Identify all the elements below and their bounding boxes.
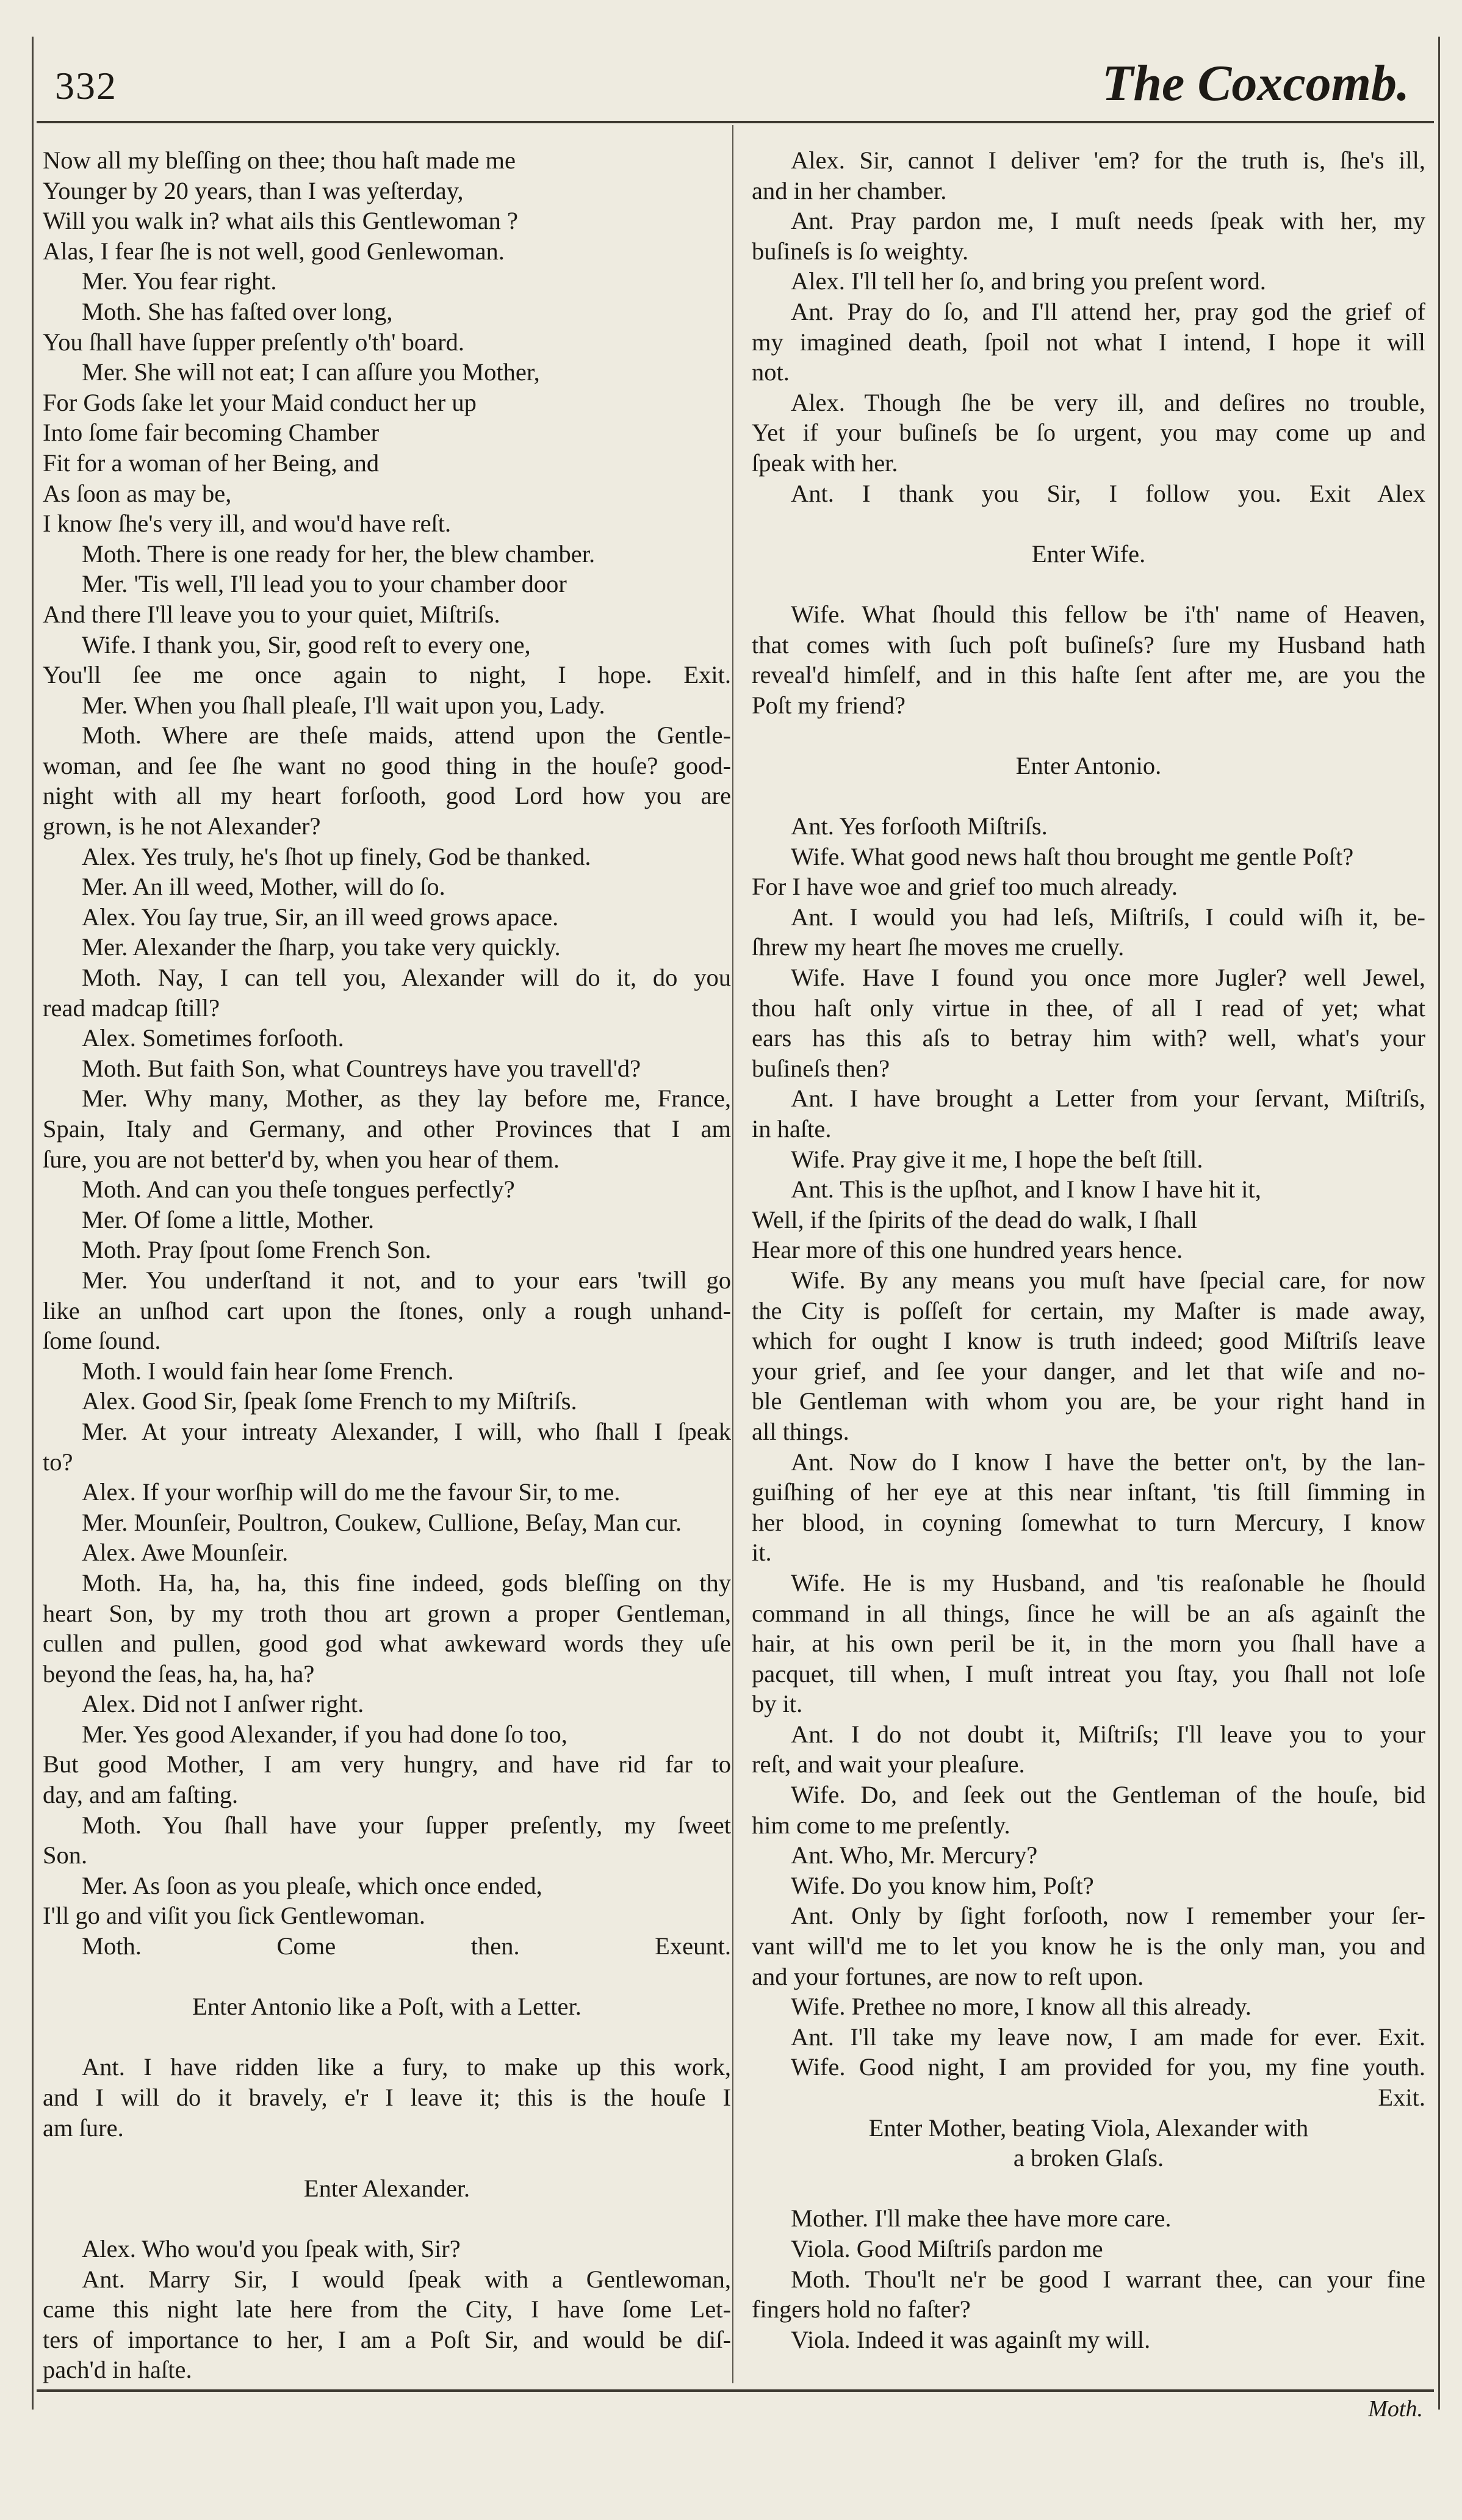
- text-line: all things.: [752, 1417, 849, 1445]
- stage-direction: Enter Mother, beating Viola, Alexander with: [868, 2114, 1309, 2142]
- text-line: cullen and pullen, good god what awkeward words they uſe: [43, 1630, 731, 1658]
- text-line: Into ſome fair becoming Chamber: [43, 419, 380, 447]
- text-line: Mer. An ill weed, Mother, will do ſo.: [82, 873, 445, 901]
- stage-direction: Enter Antonio.: [1015, 751, 1162, 779]
- text-line: Mer. You fear right.: [82, 267, 277, 295]
- text-line: Fit for a woman of her Being, and: [43, 449, 380, 477]
- text-line: guiſhing of her eye at this near inſtant, 'tis ſtill ſimming in: [752, 1478, 1425, 1506]
- text-line: ſhrew my heart ſhe moves me cruelly.: [752, 933, 1125, 961]
- text-line: Mer. When you ſhall pleaſe, I'll wait upon you, Lady.: [82, 691, 605, 719]
- text-line: Ant. I do not doubt it, Miſtriſs; I'll leave you to your: [791, 1720, 1425, 1748]
- text-line: Now all my bleſſing on thee; thou haſt made me: [43, 146, 516, 174]
- text-line: Moth. But faith Son, what Countreys have you travell'd?: [82, 1054, 641, 1082]
- stage-direction: a broken Glaſs.: [1013, 2144, 1164, 2172]
- text-line: fingers hold no faſter?: [752, 2295, 971, 2323]
- text-line: Ant. Now do I know I have the better on't, by the lan-: [791, 1448, 1425, 1476]
- text-line: and in her chamber.: [752, 176, 947, 204]
- text-line: I'll go and viſit you ſick Gentlewoman.: [43, 1902, 426, 1930]
- text-line: Ant. Only by ſight forſooth, now I remember your ſer-: [791, 1902, 1425, 1930]
- text-line: read madcap ſtill?: [43, 994, 220, 1022]
- text-line: Wife. By any means you muſt have ſpecial care, for now: [791, 1266, 1425, 1294]
- text-line: grown, is he not Alexander?: [43, 812, 321, 840]
- text-line: Alex. Though ſhe be very ill, and deſires no trouble,: [791, 388, 1425, 416]
- text-line: Wife. What good news haſt thou brought me gentle Poſt?: [791, 842, 1354, 870]
- blank-line: [752, 781, 1425, 811]
- text-line: hair, at his own peril be it, in the morn you ſhall have a: [752, 1630, 1425, 1658]
- text-line: ble Gentleman with whom you are, be your right hand in: [752, 1387, 1425, 1415]
- text-line: Mer. Alexander the ſharp, you take very quickly.: [82, 933, 561, 961]
- text-line: Younger by 20 years, than I was yeſterday,: [43, 176, 464, 204]
- footer-rule: [37, 2389, 1434, 2392]
- text-line: Mother. I'll make thee have more care.: [791, 2204, 1172, 2233]
- text-line: Ant. I would you had leſs, Miſtriſs, I could wiſh it, be-: [791, 903, 1425, 931]
- text-line: Mer. As ſoon as you pleaſe, which once ended,: [82, 1871, 542, 1899]
- text-line: Ant. I have ridden like a fury, to make up this work,: [82, 2053, 731, 2081]
- text-line: reveal'd himſelf, and in this haſte ſent after me, are you the: [752, 661, 1425, 689]
- text-line: pacquet, till when, I muſt intreat you ſtay, you ſhall not loſe: [752, 1659, 1425, 1688]
- text-line: Moth. And can you theſe tongues perfectly?: [82, 1175, 515, 1204]
- running-title: The Coxcomb.: [1102, 55, 1410, 112]
- text-line: your grief, and ſee your danger, and let that wiſe and no-: [752, 1357, 1425, 1385]
- text-line: ſpeak with her.: [752, 449, 898, 477]
- text-line: Viola. Good Miſtriſs pardon me: [791, 2234, 1103, 2262]
- right-column: [752, 145, 1425, 2355]
- text-line: Wife. What ſhould this fellow be i'th' name of Heaven,: [791, 600, 1425, 628]
- text-line: Alex. You ſay true, Sir, an ill weed grows apace.: [82, 903, 559, 931]
- text-line: Exit.: [1378, 2084, 1425, 2111]
- text-line: Ant. This is the upſhot, and I know I have hit it,: [791, 1175, 1261, 1204]
- text-line: thou haſt only virtue in thee, of all I read of yet; what: [752, 994, 1425, 1022]
- text-line: Ant. Pray pardon me, I muſt needs ſpeak with her, my: [791, 207, 1425, 235]
- text-line: Wife. Good night, I am provided for you, my fine youth.: [791, 2053, 1425, 2081]
- blank-line: [752, 2173, 1425, 2204]
- page-header: [49, 49, 1428, 116]
- text-line: Wife. Do, and ſeek out the Gentleman of the houſe, bid: [791, 1781, 1425, 1809]
- text-line: Alex. If your worſhip will do me the favour Sir, to me.: [82, 1478, 621, 1506]
- text-line: which for ought I know is truth indeed; good Miſtriſs leave: [752, 1327, 1425, 1355]
- text-line: Alas, I fear ſhe is not well, good Genlewoman.: [43, 237, 505, 265]
- text-line: Moth. Where are theſe maids, attend upon the Gentle-: [82, 721, 731, 749]
- text-line: day, and am faſting.: [43, 1781, 239, 1809]
- blank-line: [752, 720, 1425, 751]
- text-line: Ant. Marry Sir, I would ſpeak with a Gentlewoman,: [82, 2265, 731, 2293]
- text-line: Mer. She will not eat; I can aſſure you Mother,: [82, 358, 540, 386]
- text-line: the City is poſſeſt for certain, my Maſter is made away,: [752, 1296, 1425, 1324]
- text-line: But good Mother, I am very hungry, and have rid far to: [43, 1750, 731, 1778]
- text-line: Alex. Did not I anſwer right.: [82, 1690, 364, 1718]
- text-line: Wife. Have I found you once more Jugler? well Jewel,: [791, 964, 1425, 992]
- text-line: Well, if the ſpirits of the dead do walk, I ſhall: [752, 1205, 1198, 1233]
- text-line: Ant. Yes forſooth Miſtriſs.: [791, 812, 1048, 840]
- text-line: woman, and ſee ſhe want no good thing in the houſe? good-: [43, 751, 731, 779]
- text-line: Wife. Prethee no more, I know all this already.: [791, 1993, 1251, 2021]
- page-number: 332: [55, 64, 117, 107]
- text-line: I know ſhe's very ill, and wou'd have reſt.: [43, 510, 452, 538]
- text-line: Viola. Indeed it was againſt my will.: [791, 2325, 1151, 2353]
- text-line: Will you walk in? what ails this Gentlewoman ?: [43, 207, 518, 235]
- text-line: Alex. Awe Mounſeir.: [82, 1539, 289, 1567]
- text-line: in haſte.: [752, 1115, 832, 1143]
- text-line: command in all things, ſince he will be an aſs againſt the: [752, 1599, 1425, 1627]
- text-line: Wife. Pray give it me, I hope the beſt ſtill.: [791, 1145, 1203, 1173]
- blank-line: [43, 2203, 731, 2234]
- text-line: Mer. You underſtand it not, and to your ears 'twill go: [82, 1266, 731, 1294]
- text-line: Spain, Italy and Germany, and other Provinces that I am: [43, 1115, 731, 1143]
- text-line: Ant. Pray do ſo, and I'll attend her, pray god the grief of: [791, 297, 1425, 325]
- text-line: Moth. Nay, I can tell you, Alexander will do it, do you: [82, 964, 731, 992]
- stage-direction: Enter Wife.: [1031, 540, 1146, 568]
- text-line: Wife. I thank you, Sir, good reſt to every one,: [82, 630, 531, 659]
- text-line: am ſure.: [43, 2114, 124, 2142]
- column-divider: [732, 125, 733, 2383]
- blank-line: [752, 508, 1425, 539]
- blank-line: [43, 2022, 731, 2052]
- stage-direction: Enter Alexander.: [303, 2174, 470, 2202]
- left-column: [43, 145, 731, 2385]
- text-line: Hear more of this one hundred years hence.: [752, 1236, 1183, 1264]
- text-line: reſt, and wait your pleaſure.: [752, 1750, 1025, 1778]
- text-line: Moth. Thou'lt ne'r be good I warrant thee, can your fine: [791, 2265, 1425, 2293]
- text-line: Wife. Do you know him, Poſt?: [791, 1871, 1094, 1899]
- text-line: him come to me preſently.: [752, 1811, 1010, 1839]
- text-line: heart Son, by my troth thou art grown a proper Gentleman,: [43, 1599, 731, 1627]
- blank-line: [752, 569, 1425, 599]
- text-line: came this night late here from the City, I have ſome Let-: [43, 2295, 731, 2323]
- text-line: pach'd in haſte.: [43, 2356, 192, 2384]
- text-line: buſineſs is ſo weighty.: [752, 237, 969, 265]
- text-line: Moth. I would fain hear ſome French.: [82, 1357, 454, 1385]
- blank-line: [43, 1962, 731, 1992]
- blank-line: [43, 2143, 731, 2173]
- text-line: Son.: [43, 1841, 88, 1869]
- text-line: For Gods ſake let your Maid conduct her up: [43, 388, 477, 416]
- text-line: my imagined death, ſpoil not what I intend, I hope it will: [752, 328, 1425, 356]
- text-line: Moth. You ſhall have your ſupper preſently, my ſweet: [82, 1811, 731, 1839]
- text-line: Ant. I have brought a Letter from your ſervant, Miſtriſs,: [791, 1085, 1425, 1113]
- text-line: Alex. I'll tell her ſo, and bring you preſent word.: [791, 267, 1266, 295]
- stage-direction: Enter Antonio like a Poſt, with a Letter.: [192, 1993, 582, 2021]
- text-line: Mer. At your intreaty Alexander, I will, who ſhall I ſpeak: [82, 1417, 731, 1445]
- text-line: Mer. Of ſome a little, Mother.: [82, 1205, 375, 1233]
- text-line: As ſoon as may be,: [43, 479, 232, 507]
- text-line: Mer. Why many, Mother, as they lay before me, France,: [82, 1085, 731, 1113]
- text-line: And there I'll leave you to your quiet, Miſtriſs.: [43, 600, 500, 628]
- text-line: and your fortunes, are now to reſt upon.: [752, 1962, 1144, 1990]
- catchword: Moth.: [1368, 2396, 1423, 2422]
- text-line: Alex. Sir, cannot I deliver 'em? for the truth is, ſhe's ill,: [791, 146, 1425, 174]
- text-line: by it.: [752, 1690, 803, 1718]
- text-line: Moth. There is one ready for her, the blew chamber.: [82, 540, 596, 568]
- text-line: ſome ſound.: [43, 1327, 161, 1355]
- text-line: Mer. 'Tis well, I'll lead you to your chamber door: [82, 570, 567, 598]
- text-line: it.: [752, 1539, 772, 1567]
- header-rule: [37, 121, 1434, 123]
- text-line: ters of importance to her, I am a Poſt Sir, and would be diſ-: [43, 2325, 731, 2353]
- text-line: vant will'd me to let you know he is the only man, you and: [752, 1932, 1425, 1960]
- text-line: that comes with ſuch poſt buſineſs? ſure my Husband hath: [752, 630, 1425, 659]
- text-line: to?: [43, 1448, 73, 1476]
- text-line: Yet if your buſineſs be ſo urgent, you may come up and: [752, 419, 1425, 447]
- text-line: night with all my heart forſooth, good Lord how you are: [43, 782, 731, 810]
- text-line: Moth. Come then. Exeunt.: [82, 1932, 731, 1960]
- text-line: ears has this aſs to betray him with? well, what's your: [752, 1024, 1425, 1052]
- text-line: Alex. Good Sir, ſpeak ſome French to my Miſtriſs.: [82, 1387, 577, 1415]
- text-line: Alex. Who wou'd you ſpeak with, Sir?: [82, 2234, 461, 2262]
- text-line: her blood, in coyning ſomewhat to turn Mercury, I know: [752, 1508, 1425, 1536]
- text-line: beyond the ſeas, ha, ha, ha?: [43, 1659, 315, 1688]
- text-line: like an unſhod cart upon the ſtones, only a rough unhand-: [43, 1296, 731, 1324]
- text-line: Mer. Mounſeir, Poultron, Coukew, Cullione, Beſay, Man cur.: [82, 1508, 682, 1536]
- text-line: buſineſs then?: [752, 1054, 890, 1082]
- text-line: Ant. I'll take my leave now, I am made for ever. Exit.: [791, 2023, 1425, 2051]
- text-line: For I have woe and grief too much already.: [752, 873, 1178, 901]
- text-line: and I will do it bravely, e'r I leave it; this is the houſe I: [43, 2084, 731, 2111]
- text-line: Alex. Yes truly, he's ſhot up finely, God be thanked.: [82, 842, 591, 870]
- text-line: You'll ſee me once again to night, I hope. Exit.: [43, 661, 731, 689]
- text-line: not.: [752, 358, 790, 386]
- text-line: ſure, you are not better'd by, when you hear of them.: [43, 1145, 560, 1173]
- text-line: Alex. Sometimes forſooth.: [82, 1024, 344, 1052]
- text-line: Moth. She has faſted over long,: [82, 297, 393, 325]
- text-line: Ant. I thank you Sir, I follow you. Exit Alex: [791, 479, 1425, 507]
- text-line: Poſt my friend?: [752, 691, 906, 719]
- text-line: Moth. Pray ſpout ſome French Son.: [82, 1236, 431, 1264]
- text-line: Moth. Ha, ha, ha, this fine indeed, gods bleſſing on thy: [82, 1569, 731, 1597]
- text-line: You ſhall have ſupper preſently o'th' board.: [43, 328, 464, 356]
- text-line: Ant. Who, Mr. Mercury?: [791, 1841, 1038, 1869]
- text-line: Wife. He is my Husband, and 'tis reaſonable he ſhould: [791, 1569, 1425, 1597]
- text-line: Mer. Yes good Alexander, if you had done ſo too,: [82, 1720, 567, 1748]
